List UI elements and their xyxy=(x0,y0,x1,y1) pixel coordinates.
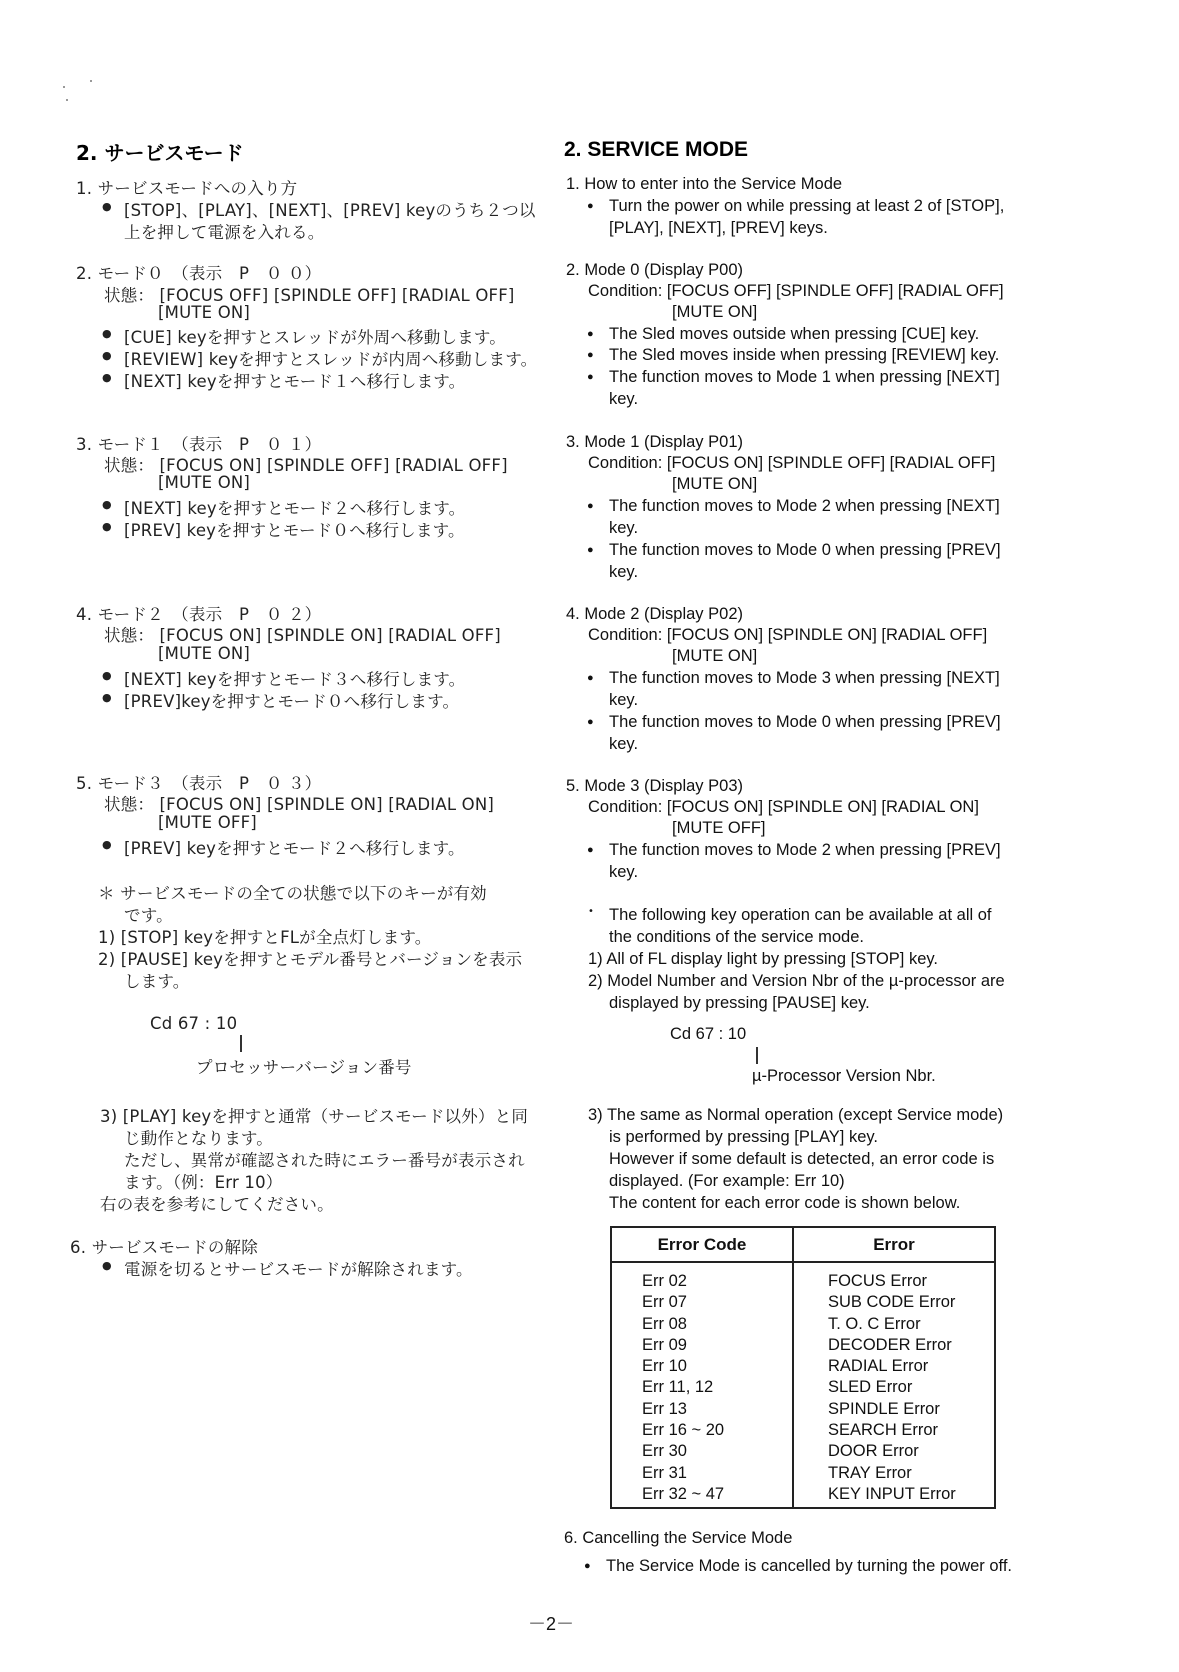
jp-s2-bullet-2: ● [REVIEW] keyを押すとスレッドが内周へ移動します。 xyxy=(124,346,537,370)
jp-note-1: 1) [STOP] keyを押すとFLが全点灯します。 xyxy=(98,928,432,947)
en-s4-bullet-1: ● The function moves to Mode 3 when pressing [NEXT] xyxy=(609,669,1000,688)
jp-note-3-b: じ動作となります。 xyxy=(124,1129,273,1148)
error-code: Err 07 xyxy=(642,1293,687,1312)
en-s2-head: 2. Mode 0 (Display P00) xyxy=(566,261,743,279)
jp-s5-head: 5. モード３ （表示 P ０ ３） xyxy=(76,774,322,793)
en-s2-cond: Condition: [FOCUS OFF] [SPINDLE OFF] [RADIAL OFF] xyxy=(588,282,1004,300)
jp-s4-cond2: [MUTE ON] xyxy=(158,644,251,663)
en-s5-bullet-1-cont: key. xyxy=(609,863,639,881)
error-code: Err 13 xyxy=(642,1399,687,1418)
error-code: Err 02 xyxy=(642,1272,687,1290)
jp-s6-head: 6. サービスモードの解除 xyxy=(70,1238,258,1257)
en-s5-head: 5. Mode 3 (Display P03) xyxy=(566,777,743,795)
table-header-error-code: Error Code xyxy=(611,1227,793,1262)
en-note-3-e: The content for each error code is shown below. xyxy=(609,1194,961,1212)
en-note-3-d: displayed. (For example: Err 10) xyxy=(609,1172,845,1190)
jp-title: 2. サービスモード xyxy=(76,141,244,165)
jp-s4-bullet-1: ● [NEXT] keyを押すとモード３へ移行します。 xyxy=(124,666,465,690)
en-cd-value: Cd 67 : 10 xyxy=(670,1025,747,1043)
error-name: SUB CODE Error xyxy=(828,1293,956,1312)
error-name: RADIAL Error xyxy=(828,1357,929,1376)
table-row xyxy=(611,1262,995,1508)
en-s4-head: 4. Mode 2 (Display P02) xyxy=(566,605,743,623)
error-code: Err 16 ~ 20 xyxy=(642,1421,725,1440)
error-name-cell xyxy=(793,1262,995,1508)
error-name: SLED Error xyxy=(828,1378,913,1397)
en-s3-head: 3. Mode 1 (Display P01) xyxy=(566,433,743,451)
en-cd-label: µ-Processor Version Nbr. xyxy=(752,1067,936,1085)
jp-s4-bullet-2: ● [PREV]keyを押すとモード０へ移行します。 xyxy=(124,688,459,712)
en-note-2: 2) Model Number and Version Nbr of the µ-processor are xyxy=(588,972,1005,990)
en-s3-cond2: [MUTE ON] xyxy=(672,475,758,493)
jp-note-2-cont: します。 xyxy=(124,972,190,991)
error-code: Err 11, 12 xyxy=(642,1378,714,1397)
en-s1-bullet-cont: [PLAY], [NEXT], [PREV] keys. xyxy=(609,219,828,237)
en-s5-cond: Condition: [FOCUS ON] [SPINDLE ON] [RADIAL ON] xyxy=(588,798,979,816)
error-name: T. O. C Error xyxy=(828,1314,921,1333)
en-s2-bullet-3: ● The function moves to Mode 1 when pressing [NEXT] xyxy=(609,368,1000,387)
jp-s5-cond2: [MUTE OFF] xyxy=(158,813,257,832)
jp-s1-bullet-cont: 上を押して電源を入れる。 xyxy=(124,223,325,242)
en-s3-bullet-1-cont: key. xyxy=(609,519,639,537)
en-note-marker-icon: • xyxy=(588,906,594,917)
jp-s3-head: 3. モード１ （表示 P ０ １） xyxy=(76,435,322,454)
en-s4-cond2: [MUTE ON] xyxy=(672,647,758,665)
en-s5-cond2: [MUTE OFF] xyxy=(672,819,766,837)
jp-s2-head: 2. モード０ （表示 P ０ ０） xyxy=(76,264,322,283)
jp-note-3-c: ただし、異常が確認された時にエラー番号が表示され xyxy=(124,1151,525,1170)
en-note-3-c: However if some default is detected, an error code is xyxy=(609,1150,995,1168)
en-s3-bullet-2: ● The function moves to Mode 0 when pressing [PREV] xyxy=(609,541,1001,560)
jp-cd-pointer xyxy=(240,1035,242,1052)
en-note-cont: the conditions of the service mode. xyxy=(609,928,864,946)
jp-s4-head: 4. モード２ （表示 P ０ ２） xyxy=(76,605,322,624)
en-s6-head: 6. Cancelling the Service Mode xyxy=(564,1529,793,1547)
error-code: Err 32 ~ 47 xyxy=(642,1484,725,1503)
en-s3-cond: Condition: [FOCUS ON] [SPINDLE OFF] [RADIAL OFF] xyxy=(588,454,996,472)
jp-s2-cond: 状態： [FOCUS OFF] [SPINDLE OFF] [RADIAL OFF] xyxy=(104,286,515,305)
jp-s4-cond: 状態： [FOCUS ON] [SPINDLE ON] [RADIAL OFF] xyxy=(104,626,501,645)
error-code: Err 30 xyxy=(642,1442,687,1461)
error-name: SEARCH Error xyxy=(828,1421,939,1440)
en-s1-head: 1. How to enter into the Service Mode xyxy=(566,175,843,193)
jp-s1-bullet: ● [STOP]、[PLAY]、[NEXT]、[PREV] keyのうち２つ以 xyxy=(124,197,536,221)
en-s4-bullet-1-cont: key. xyxy=(609,691,639,709)
en-s5-bullet-1: ● The function moves to Mode 2 when pressing [PREV] xyxy=(609,841,1001,860)
jp-s3-bullet-2: ● [PREV] keyを押すとモード０へ移行します。 xyxy=(124,517,465,541)
jp-note: ＊ サービスモードの全ての状態で以下のキーが有効 xyxy=(98,884,487,903)
error-code: Err 31 xyxy=(642,1463,687,1482)
jp-s5-bullet-1: ● [PREV] keyを押すとモード２へ移行します。 xyxy=(124,835,465,859)
jp-s2-bullet-3: ● [NEXT] keyを押すとモード１へ移行します。 xyxy=(124,368,465,392)
table-header-row xyxy=(611,1227,995,1262)
error-code: Err 09 xyxy=(642,1335,687,1354)
en-s4-bullet-2: ● The function moves to Mode 0 when pressing [PREV] xyxy=(609,713,1001,732)
jp-cd-label: プロセッサーバージョン番号 xyxy=(196,1058,412,1077)
jp-note-2: 2) [PAUSE] keyを押すとモデル番号とバージョンを表示 xyxy=(98,950,523,969)
en-s6-bullet: ● The Service Mode is cancelled by turning the power off. xyxy=(606,1557,1012,1576)
error-name: FOCUS Error xyxy=(828,1272,927,1290)
en-s2-bullet-2: ● The Sled moves inside when pressing [REVIEW] key. xyxy=(609,346,999,365)
jp-s3-cond: 状態： [FOCUS ON] [SPINDLE OFF] [RADIAL OFF] xyxy=(104,456,508,475)
error-name: TRAY Error xyxy=(828,1463,912,1482)
page-number: －2－ xyxy=(528,1614,575,1634)
en-s2-bullet-3-cont: key. xyxy=(609,390,639,408)
en-note-1: 1) All of FL display light by pressing [STOP] key. xyxy=(588,950,939,968)
jp-note-cont: です。 xyxy=(124,906,173,925)
error-code-table xyxy=(610,1226,996,1509)
en-s2-cond2: [MUTE ON] xyxy=(672,303,758,321)
en-s3-bullet-2-cont: key. xyxy=(609,563,639,581)
jp-s5-cond: 状態： [FOCUS ON] [SPINDLE ON] [RADIAL ON] xyxy=(104,795,495,814)
en-s2-bullet-1: ● The Sled moves outside when pressing [CUE] key. xyxy=(609,325,979,344)
error-name: DOOR Error xyxy=(828,1442,919,1461)
error-name: KEY INPUT Error xyxy=(828,1484,956,1503)
error-code: Err 08 xyxy=(642,1314,687,1333)
jp-note-3-e: 右の表を参考にしてください。 xyxy=(100,1195,334,1214)
en-s4-bullet-2-cont: key. xyxy=(609,735,639,753)
en-note-2-cont: displayed by pressing [PAUSE] key. xyxy=(609,994,870,1012)
jp-s6-bullet: ● 電源を切るとサービスモードが解除されます。 xyxy=(124,1256,473,1280)
en-s4-cond: Condition: [FOCUS ON] [SPINDLE ON] [RADIAL OFF] xyxy=(588,626,988,644)
en-note: The following key operation can be available at all of xyxy=(609,906,992,924)
en-title: 2. SERVICE MODE xyxy=(564,138,748,161)
en-note-3-b: is performed by pressing [PLAY] key. xyxy=(609,1128,879,1146)
jp-s1-head: 1. サービスモードへの入り方 xyxy=(76,179,298,198)
jp-note-3-d: ます。（例：Err 10） xyxy=(124,1173,283,1192)
jp-note-3: 3) [PLAY] keyを押すと通常（サービスモード以外）と同 xyxy=(100,1107,529,1126)
error-name: DECODER Error xyxy=(828,1335,952,1354)
error-code-cell xyxy=(611,1262,793,1508)
jp-s2-cond2: [MUTE ON] xyxy=(158,303,251,322)
jp-s3-bullet-1: ● [NEXT] keyを押すとモード２へ移行します。 xyxy=(124,495,465,519)
error-code: Err 10 xyxy=(642,1357,687,1376)
table-header-error: Error xyxy=(793,1227,995,1262)
jp-s3-cond2: [MUTE ON] xyxy=(158,473,251,492)
en-note-3: 3) The same as Normal operation (except Service mode) xyxy=(588,1106,1004,1124)
jp-s2-bullet-1: ● [CUE] keyを押すとスレッドが外周へ移動します。 xyxy=(124,324,506,348)
en-s1-bullet: ● Turn the power on while pressing at least 2 of [STOP], xyxy=(609,197,1004,216)
jp-cd-value: Cd 67 : 10 xyxy=(150,1014,238,1033)
en-s3-bullet-1: ● The function moves to Mode 2 when pressing [NEXT] xyxy=(609,497,1000,516)
error-name: SPINDLE Error xyxy=(828,1399,940,1418)
en-cd-pointer xyxy=(756,1047,758,1064)
